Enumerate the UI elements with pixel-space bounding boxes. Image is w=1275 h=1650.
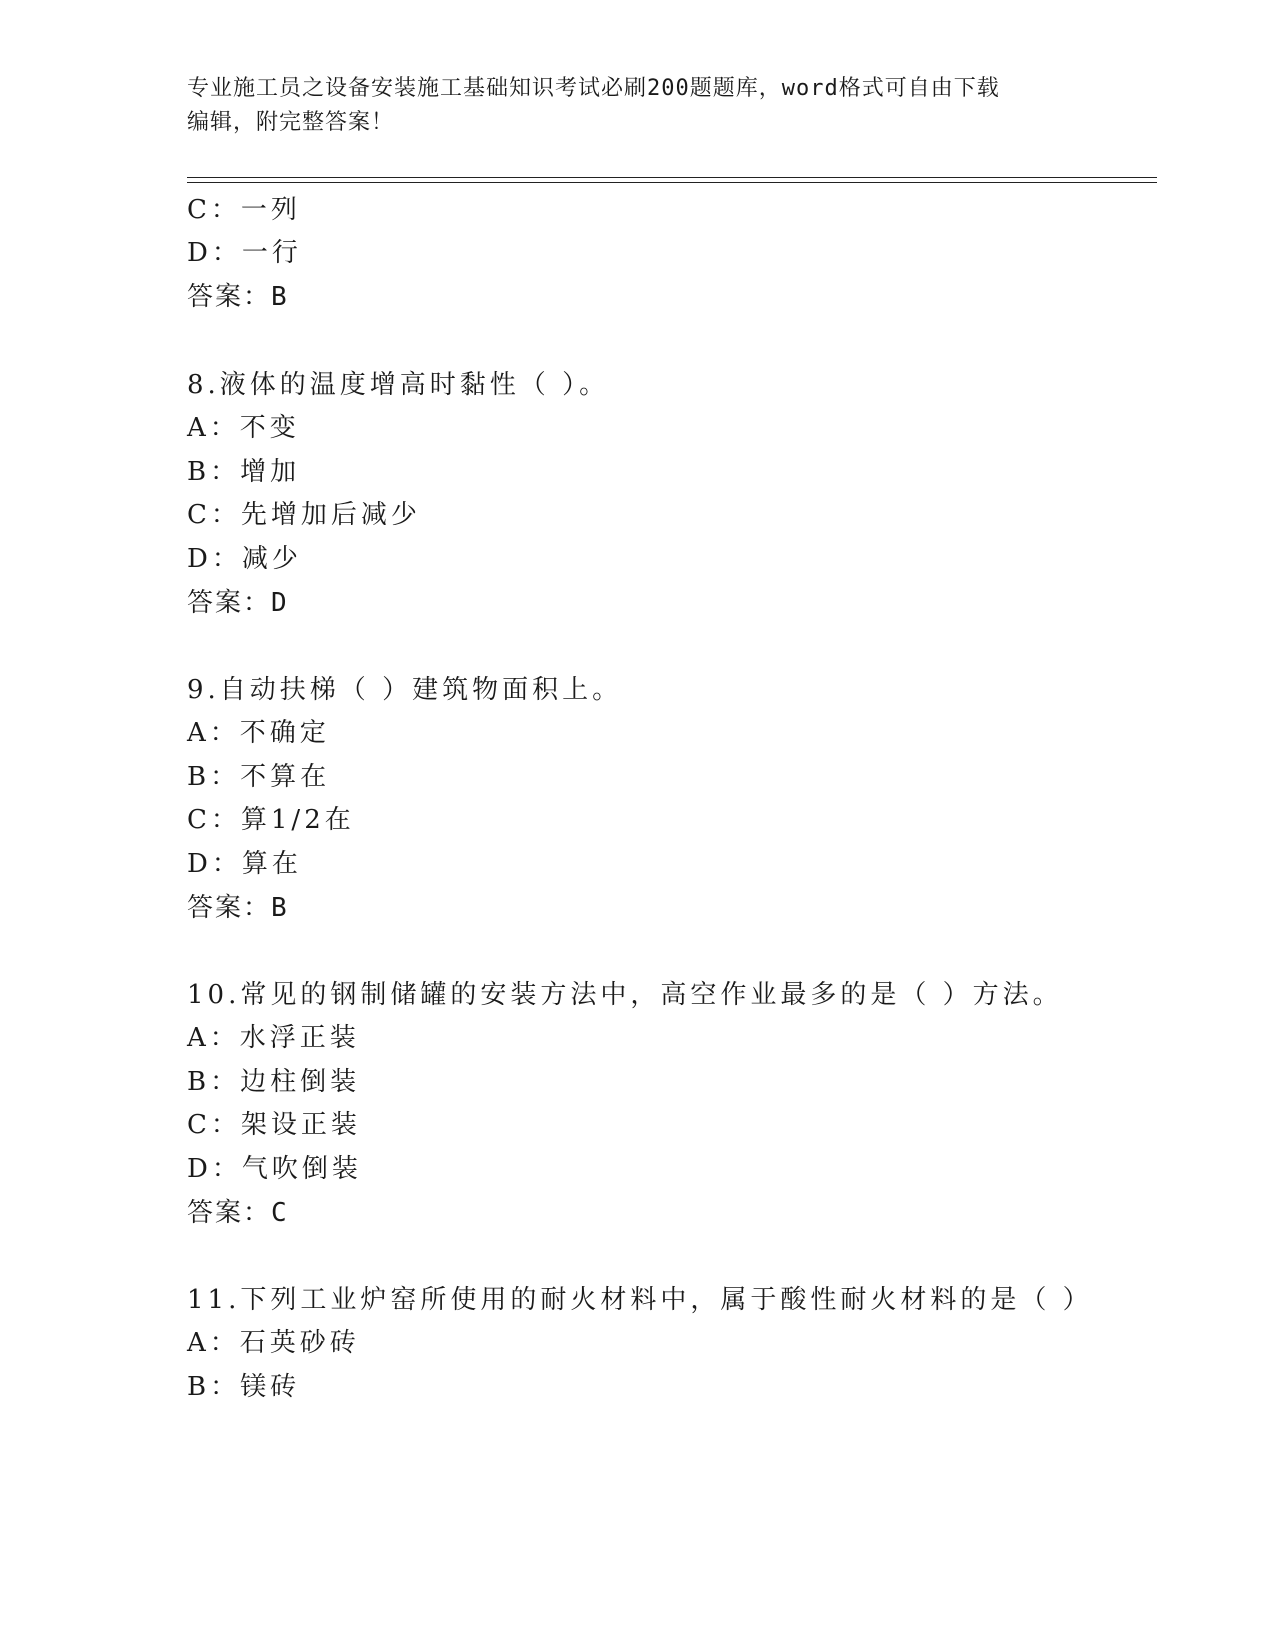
option-a: A：不变 — [187, 413, 300, 443]
option-a: A：不确定 — [187, 718, 330, 748]
question-9: 9.自动扶梯（ ）建筑物面积上。 — [187, 675, 623, 705]
option-b: B：镁砖 — [187, 1372, 301, 1402]
option-c: C：先增加后减少 — [187, 500, 421, 530]
option-a: A：水浮正装 — [187, 1023, 360, 1053]
question-11: 11.下列工业炉窑所使用的耐火材料中，属于酸性耐火材料的是（ ） — [187, 1285, 1093, 1315]
option-b: B：不算在 — [187, 762, 331, 792]
option-a: A：石英砂砖 — [187, 1328, 360, 1358]
header-title-line-1: 专业施工员之设备安装施工基础知识考试必刷200题题库，word格式可自由下载 — [187, 76, 1000, 101]
question-10: 10.常见的钢制储罐的安装方法中，高空作业最多的是（ ）方法。 — [187, 980, 1063, 1010]
header-title-line-2: 编辑，附完整答案！ — [187, 110, 395, 135]
option-c: C：架设正装 — [187, 1110, 361, 1140]
answer-line: 答案：B — [187, 282, 289, 312]
option-b: B：增加 — [187, 457, 301, 487]
option-d: D：算在 — [187, 849, 302, 879]
option-c: C：一列 — [187, 195, 301, 225]
question-8: 8.液体的温度增高时黏性（ ）。 — [187, 370, 610, 400]
option-d: D：气吹倒装 — [187, 1154, 362, 1184]
answer-line: 答案：C — [187, 1198, 289, 1228]
header-divider-bottom — [187, 182, 1157, 183]
option-b: B：边柱倒装 — [187, 1067, 361, 1097]
document-header — [187, 72, 1087, 140]
option-c: C：算1/2在 — [187, 805, 355, 835]
header-divider-top — [187, 177, 1157, 178]
option-d: D：一行 — [187, 238, 302, 268]
answer-line: 答案：B — [187, 893, 289, 923]
option-d: D：减少 — [187, 544, 302, 574]
answer-line: 答案：D — [187, 588, 289, 618]
